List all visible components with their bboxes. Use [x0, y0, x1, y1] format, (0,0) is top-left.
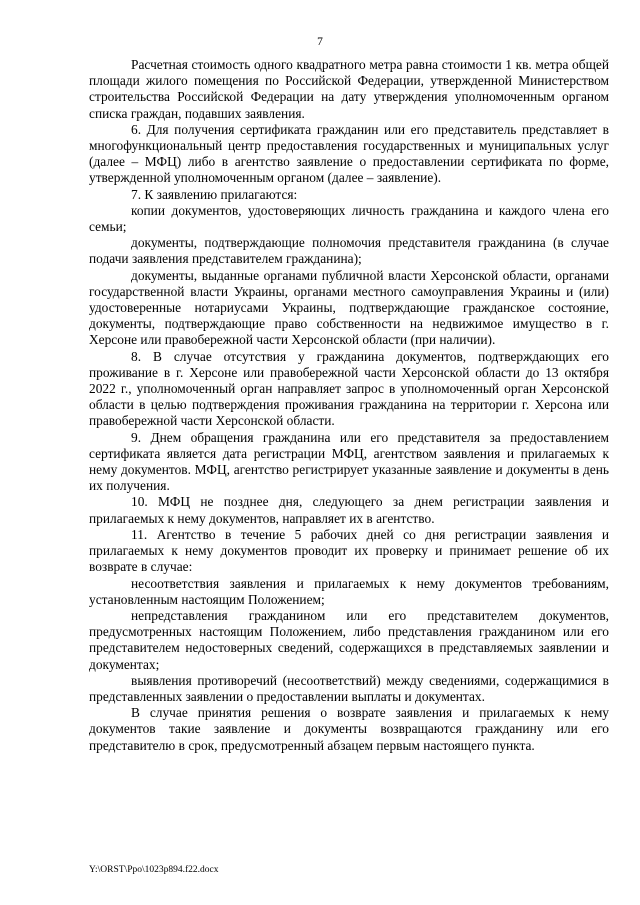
- paragraph-6-application: 6. Для получения сертификата гражданин или его представитель представляет в многофункциональный центр предоставления государственных и муниципальных услуг (далее – МФЦ) либо в агентство заявление о предоставлении сертификата по форме, утвержденной уполномоченным органом (далее – заявление).: [89, 121, 609, 186]
- paragraph-return-decision: В случае принятия решения о возврате заявления и прилагаемых к нему документов такие заявление и документы возвращаются гражданину или его представителю в срок, предусмотренный абзацем первым настоящего пункта.: [89, 705, 609, 753]
- list-item-issued-documents: документы, выданные органами публичной власти Херсонской области, органами государственной власти Украины, органами местного самоуправления Украины и (или) удостоверенные нотариусами Украины, подтверждающие гражданское состояние, документы, подтверждающие право собственности на недвижимое имущество в г. Херсоне или правобережной части Херсонской области (при наличии).: [89, 267, 609, 348]
- list-item-contradictions: выявления противоречий (несоответствий) между сведениями, содержащимися в представленных заявлении о предоставлении выплаты и документах.: [89, 672, 609, 704]
- list-item-representative-authority: документы, подтверждающие полномочия представителя гражданина (в случае подачи заявления представителем гражданина);: [89, 235, 609, 267]
- paragraph-8-residence-request: 8. В случае отсутствия у гражданина документов, подтверждающих его проживание в г. Херсоне или правобережной части Херсонской области до 13 октября 2022 г., уполномоченный орган направляет запрос в уполномоченный орган Херсонской области в целью подтверждения проживания гражданина на территории г. Херсона или правобережной части Херсонской области.: [89, 348, 609, 429]
- paragraph-10-forwarding: 10. МФЦ не позднее дня, следующего за днем регистрации заявления и прилагаемых к нему документов, направляет их в агентство.: [89, 494, 609, 526]
- list-item-noncompliance: несоответствия заявления и прилагаемых к нему документов требованиям, установленным настоящим Положением;: [89, 575, 609, 607]
- list-item-identity-copies: копии документов, удостоверяющих личность гражданина и каждого члена его семьи;: [89, 202, 609, 235]
- document-body: [89, 57, 609, 754]
- page-number: 7: [317, 36, 323, 48]
- list-item-nonsubmission: непредставления гражданином или его представителем документов, предусмотренных настоящим Положением, либо представления гражданином или его представителем недостоверных сведений, содержащихся в представляемых заявлении и документах;: [89, 607, 609, 672]
- paragraph-7-attachments: 7. К заявлению прилагаются:: [131, 186, 298, 202]
- paragraph-9-application-date: 9. Днем обращения гражданина или его представителя за предоставлением сертификата является дата регистрации МФЦ, агентством заявления и прилагаемых к нему документов. МФЦ, агентство регистрирует указанные заявление и документы в день их получения.: [89, 429, 609, 494]
- paragraph-11-verification: 11. Агентство в течение 5 рабочих дней со дня регистрации заявления и прилагаемых к нему документов проводит их проверку и принимает решение об их возврате в случае:: [89, 526, 609, 575]
- paragraph-price-calculation: Расчетная стоимость одного квадратного метра равна стоимости 1 кв. метра общей площади жилого помещения по Российской Федерации, утвержденной Министерством строительства Российской Федерации на дату утверждения уполномоченным органом списка граждан, подавших заявления.: [89, 57, 609, 121]
- file-path-footer: Y:\ORST\Ppo\1023p894.f22.docx: [89, 865, 219, 875]
